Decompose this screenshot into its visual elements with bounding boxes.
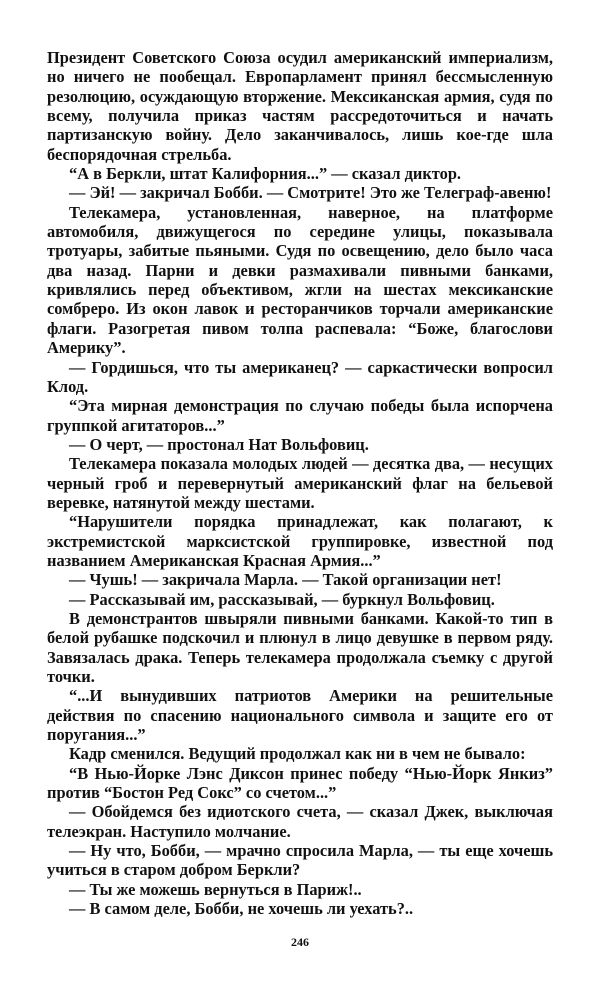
paragraph-16: — Обойдемся без идиотского счета, — сказал Джек, выключая телеэкран. Наступило молчание. [47, 802, 553, 841]
paragraph-14: Кадр сменился. Ведущий продолжал как ни в чем не бывало: [69, 744, 526, 764]
page-body [47, 48, 553, 918]
paragraph-4: Телекамера, установленная, наверное, на платформе автомобиля, движущегося по середине улицы, показывала тротуары, забитые пьяными. Судя по освещению, дело было часа два назад. Парни и девки размахивали пивными банками, кривлялись перед объективом, жгли на шестах мексиканские сомбреро. Из окон лавок и ресторанчиков торчали американские флаги. Разогретая пивом толпа распевала: “Боже, благослови Америку”. [47, 202, 553, 358]
paragraph-5: — Гордишься, что ты американец? — саркастически вопросил Клод. [47, 357, 553, 396]
paragraph-15: “В Нью-Йорке Лэнс Диксон принес победу “Нью-Йорк Янкиз” против “Бостон Ред Сокс” со счетом...” [47, 763, 553, 803]
paragraph-3: — Эй! — закричал Бобби. — Смотрите! Это же Телеграф-авеню! [69, 183, 552, 203]
paragraph-9: “Нарушители порядка принадлежат, как полагают, к экстремистской марксистской группировке, известной под названием Американская Красная Армия...” [47, 512, 553, 570]
paragraph-1: Президент Советского Союза осудил американский империализм, но ничего не пообещал. Европарламент принял бессмысленную резолюцию, осуждающую вторжение. Мексиканская армия, судя по всему, получила приказ частям рассредоточиться и начать партизанскую войну. Дело заканчивалось, лишь кое-где шла беспорядочная стрельба. [47, 48, 553, 164]
page-number: 246 [291, 935, 309, 949]
paragraph-17: — Ну что, Бобби, — мрачно спросила Марла, — ты еще хочешь учиться в старом добром Беркли? [47, 841, 553, 880]
paragraph-8: Телекамера показала молодых людей — десятка два, — несущих черный гроб и перевернутый американский флаг на бельевой веревке, натянутой между шестами. [47, 454, 553, 512]
paragraph-6: “Эта мирная демонстрация по случаю победы была испорчена группкой агитаторов...” [47, 396, 553, 435]
paragraph-2: “А в Беркли, штат Калифорния...” — сказал диктор. [69, 164, 462, 184]
paragraph-7: — О черт, — простонал Нат Вольфовиц. [69, 434, 369, 454]
paragraph-19: — В самом деле, Бобби, не хочешь ли уехать?.. [69, 899, 414, 919]
paragraph-11: — Рассказывай им, рассказывай, — буркнул Вольфовиц. [69, 589, 495, 609]
paragraph-12: В демонстрантов швыряли пивными банками. Какой-то тип в белой рубашке подскочил и плюнул в лицо девушке в первом ряду. Завязалась драка. Теперь телекамера продолжала съемку с другой точки. [47, 608, 553, 686]
paragraph-10: — Чушь! — закричала Марла. — Такой организации нет! [69, 570, 502, 590]
paragraph-18: — Ты же можешь вернуться в Париж!.. [69, 879, 362, 899]
paragraph-13: “...И вынудивших патриотов Америки на решительные действия по спасению национального символа и защите его от поругания...” [47, 686, 553, 745]
